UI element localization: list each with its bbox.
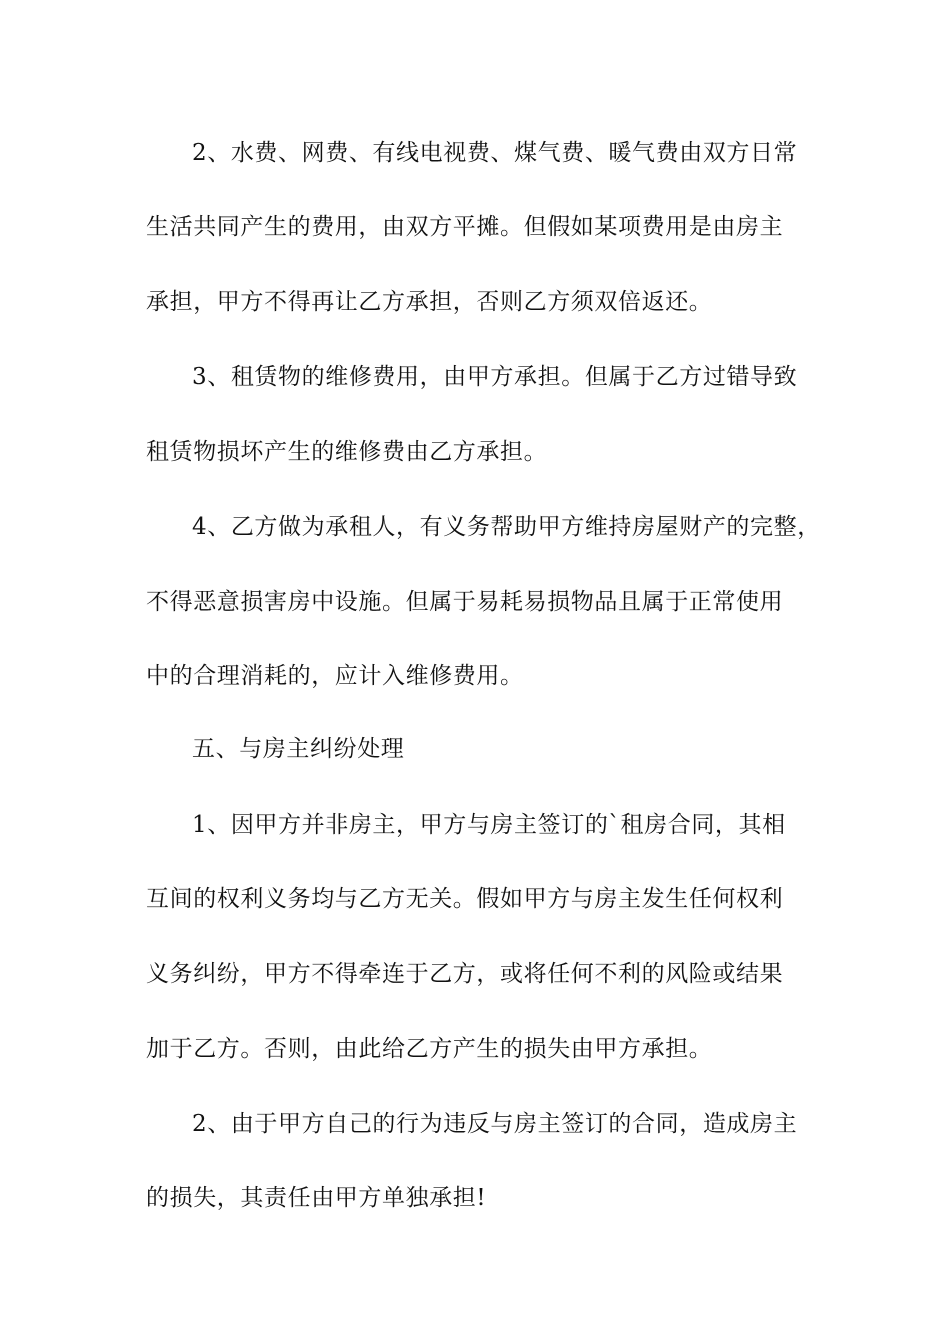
paragraph-4-line-2: 不得恶意损害房中设施。但属于易耗易损物品且属于正常使用 (146, 589, 784, 615)
section5-paragraph-1-line-1: 1、因甲方并非房主，甲方与房主签订的`租房合同，其相 (192, 812, 786, 838)
paragraph-2-line-2: 生活共同产生的费用，由双方平摊。但假如某项费用是由房主 (146, 214, 784, 240)
paragraph-3-line-1: 3、租赁物的维修费用，由甲方承担。但属于乙方过错导致 (192, 364, 798, 390)
paragraph-2-line-1: 2、水费、网费、有线电视费、煤气费、暖气费由双方日常 (192, 140, 798, 166)
paragraph-4-line-3: 中的合理消耗的，应计入维修费用。 (146, 663, 524, 689)
section5-paragraph-2-line-2: 的损失，其责任由甲方单独承担! (146, 1185, 487, 1211)
section5-paragraph-1-line-2: 互间的权利义务均与乙方无关。假如甲方与房主发生任何权利 (146, 886, 784, 912)
section-heading: 五、与房主纠纷处理 (192, 736, 405, 762)
section5-paragraph-1-line-3: 义务纠纷，甲方不得牵连于乙方，或将任何不利的风险或结果 (146, 961, 784, 987)
section5-paragraph-1-line-4: 加于乙方。否则，由此给乙方产生的损失由甲方承担。 (146, 1036, 713, 1062)
paragraph-3-line-2: 租赁物损坏产生的维修费由乙方承担。 (146, 439, 548, 465)
section5-paragraph-2-line-1: 2、由于甲方自己的行为违反与房主签订的合同，造成房主 (192, 1111, 798, 1137)
paragraph-2-line-3: 承担，甲方不得再让乙方承担，否则乙方须双倍返还。 (146, 289, 713, 315)
paragraph-4-line-1: 4、乙方做为承租人，有义务帮助甲方维持房屋财产的完整， (192, 514, 821, 540)
